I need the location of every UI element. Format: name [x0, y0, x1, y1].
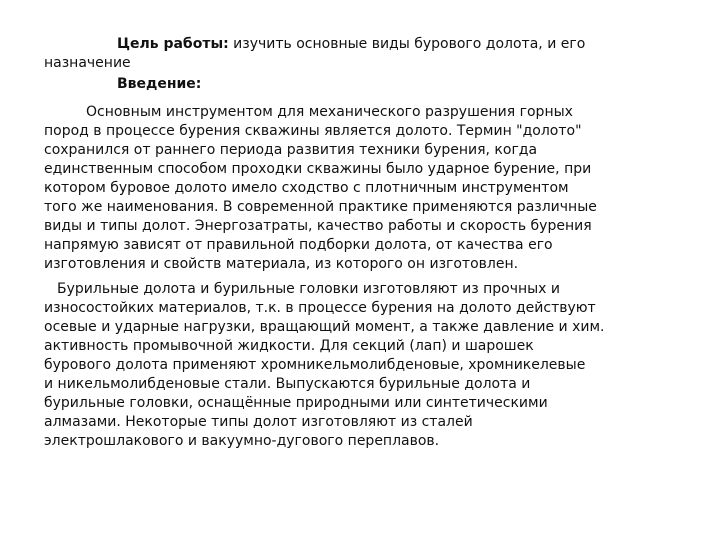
paragraph-line: Основным инструментом для механического разрушения горных	[86, 104, 573, 120]
paragraph-line: активность промывочной жидкости. Для секций (лап) и шарошек	[44, 338, 534, 354]
paragraph-line: пород в процессе бурения скважины является долото. Термин "долото"	[44, 123, 582, 139]
paragraph-line: изготовления и свойств материала, из которого он изготовлен.	[44, 256, 519, 272]
paragraph-line: напрямую зависят от правильной подборки долота, от качества его	[44, 237, 553, 253]
paragraph-line: и никельмолибденовые стали. Выпускаются бурильные долота и	[44, 376, 531, 392]
paragraph-line: Бурильные долота и бурильные головки изготовляют из прочных и	[57, 281, 561, 297]
goal-text-continuation: назначение	[44, 55, 131, 71]
paragraph-line: котором буровое долото имело сходство с плотничным инструментом	[44, 180, 569, 196]
paragraph-line: бурильные головки, оснащённые природными или синтетическими	[44, 395, 548, 411]
goal-line	[117, 35, 585, 55]
paragraph-line: того же наименования. В современной практике применяются различные	[44, 199, 597, 215]
goal-text: изучить основные виды бурового долота, и его	[228, 36, 586, 52]
paragraph-line: сохранился от раннего периода развития техники бурения, когда	[44, 142, 538, 158]
paragraph-line: виды и типы долот. Энергозатраты, качество работы и скорость бурения	[44, 218, 592, 234]
paragraph-line: единственным способом проходки скважины было ударное бурение, при	[44, 161, 592, 177]
paragraph-line: износостойких материалов, т.к. в процессе бурения на долото действуют	[44, 300, 596, 316]
paragraph-line: бурового долота применяют хромникельмолибденовые, хромникелевые	[44, 357, 586, 373]
goal-label: Цель работы:	[117, 36, 229, 52]
paragraph-line: электрошлакового и вакуумно-дугового переплавов.	[44, 433, 440, 449]
paragraph-line: алмазами. Некоторые типы долот изготовляют из сталей	[44, 414, 473, 430]
paragraph-line: осевые и ударные нагрузки, вращающий момент, а также давление и хим.	[44, 319, 605, 335]
intro-heading: Введение:	[117, 76, 202, 92]
